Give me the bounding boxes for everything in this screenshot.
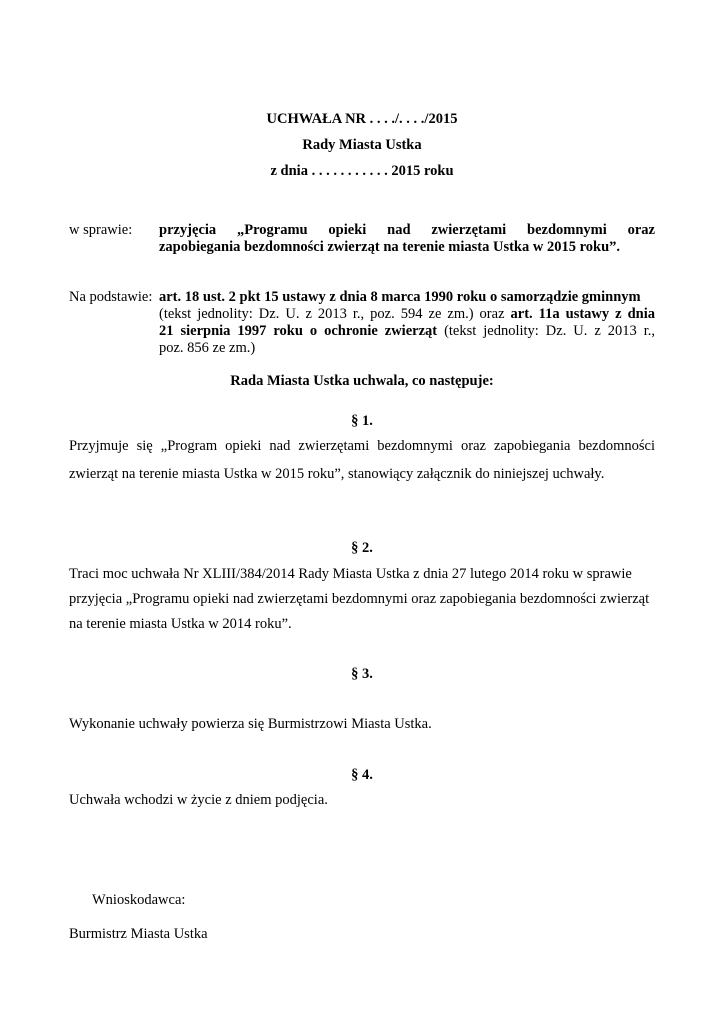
- section-2-line-1: Traci moc uchwała Nr XLIII/384/2014 Rady Miasta Ustka z dnia 27 lutego 2014 roku w sprawie: [69, 566, 632, 582]
- section-2-line-3: na terenie miasta Ustka w 2014 roku”.: [69, 616, 292, 632]
- section-1-line-1: Przyjmuje się „Program opieki nad zwierzętami bezdomnymi oraz zapobiegania bezdomności: [69, 438, 655, 454]
- basis-label: Na podstawie:: [69, 289, 153, 305]
- basis-line-2-bold: art. 11a ustawy z dnia: [510, 306, 655, 322]
- council-name: Rady Miasta Ustka: [302, 137, 422, 153]
- subject-line-1: przyjęcia „Programu opieki nad zwierzętami bezdomnymi oraz: [159, 222, 655, 238]
- resolution-phrase: Rada Miasta Ustka uchwala, co następuje:: [230, 373, 494, 389]
- section-4-line-1: Uchwała wchodzi w życie z dniem podjęcia.: [69, 792, 328, 808]
- section-1-heading: § 1.: [351, 413, 373, 429]
- applicant-label: Wnioskodawca:: [92, 892, 186, 908]
- section-3-heading: § 3.: [351, 666, 373, 682]
- section-2-line-2: przyjęcia „Programu opieki nad zwierzętami bezdomnymi oraz zapobiegania bezdomności zwierząt: [69, 591, 650, 607]
- basis-line-3: [159, 323, 655, 340]
- basis-line-2: [159, 306, 655, 323]
- basis-line-2-normal: (tekst jednolity: Dz. U. z 2013 r., poz. 594 ze zm.) oraz: [159, 306, 505, 322]
- basis-line-4: poz. 856 ze zm.): [159, 340, 256, 356]
- section-3-line-1: Wykonanie uchwały powierza się Burmistrzowi Miasta Ustka.: [69, 716, 432, 732]
- section-1-line-2: zwierząt na terenie miasta Ustka w 2015 roku”, stanowiący załącznik do niniejszej uchwały.: [69, 466, 605, 482]
- subject-label: w sprawie:: [69, 222, 133, 238]
- basis-line-3-bold: 21 sierpnia 1997 roku o ochronie zwierząt: [159, 323, 438, 339]
- document-title: UCHWAŁA NR . . . ./. . . ./2015: [266, 111, 458, 127]
- subject-line-2: zapobiegania bezdomności zwierząt na terenie miasta Ustka w 2015 roku”.: [159, 239, 621, 255]
- section-4-heading: § 4.: [351, 767, 373, 783]
- basis-line-3-normal: (tekst jednolity: Dz. U. z 2013 r.,: [444, 323, 656, 339]
- section-2-heading: § 2.: [351, 540, 373, 556]
- applicant-name: Burmistrz Miasta Ustka: [69, 926, 208, 942]
- document-date: z dnia . . . . . . . . . . . 2015 roku: [270, 163, 454, 179]
- basis-line-1: art. 18 ust. 2 pkt 15 ustawy z dnia 8 marca 1990 roku o samorządzie gminnym: [159, 289, 641, 305]
